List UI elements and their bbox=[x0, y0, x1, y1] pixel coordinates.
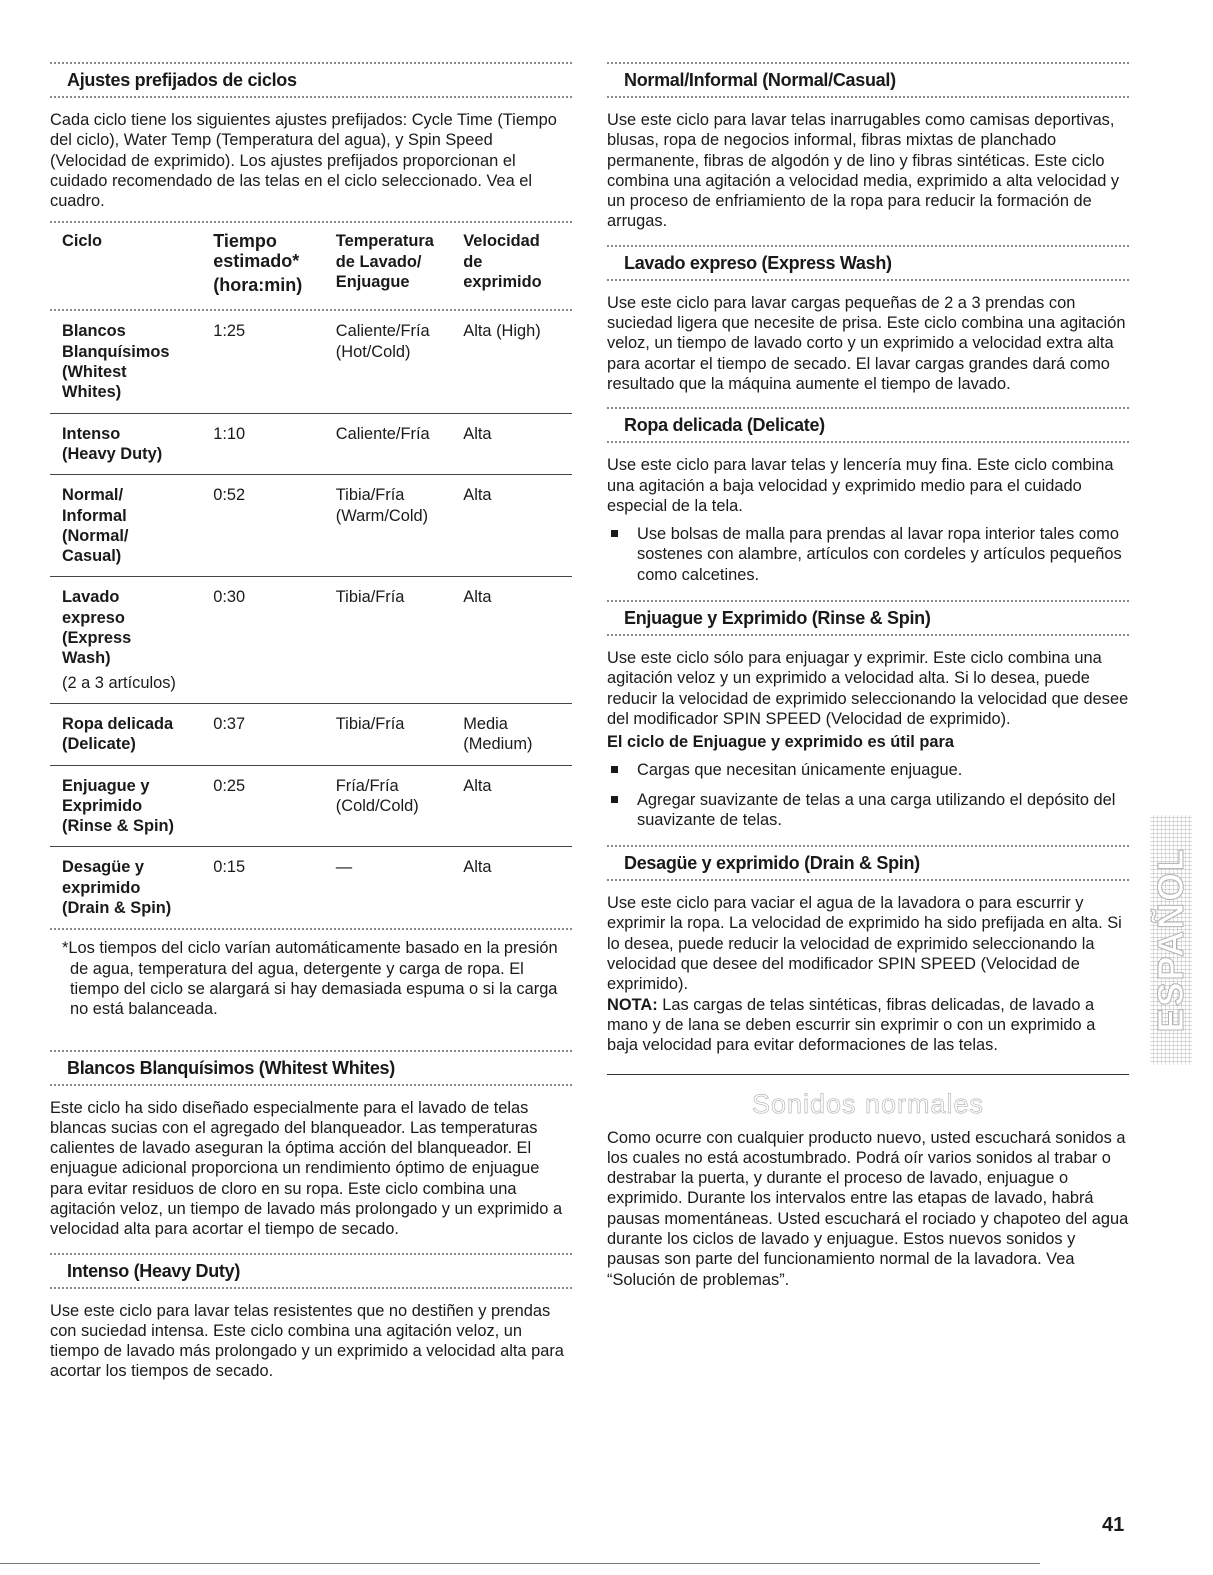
section-heading-rinse: Enjuague y Exprimido (Rinse & Spin) bbox=[624, 608, 931, 629]
list-item: Cargas que necesitan únicamente enjuague. bbox=[607, 760, 1129, 780]
dotted-rule bbox=[607, 879, 1129, 881]
dotted-rule bbox=[50, 96, 572, 98]
bullet-square-icon bbox=[611, 530, 618, 537]
cell-cycle: Ropa delicada (Delicate) bbox=[62, 714, 174, 754]
cell-temperature: Tibia/Fría (Warm/Cold) bbox=[335, 486, 429, 525]
dotted-rule bbox=[50, 1287, 572, 1289]
cell-cycle: Normal/ Informal (Normal/ Casual) bbox=[62, 486, 129, 566]
list-item: Use bolsas de malla para prendas al lavar ropa interior tales como sostenes con alambre, artículos con cordeles y artículos pequeños como calcetines. bbox=[607, 524, 1129, 585]
cell-spin-speed: Alta bbox=[463, 486, 492, 505]
cell-time: 0:25 bbox=[213, 776, 246, 795]
cell-cycle: Lavado expreso (Express Wash) (2 a 3 artículos) bbox=[62, 587, 213, 692]
header-spin-speed: Velocidad de exprimido bbox=[463, 232, 542, 292]
dotted-rule bbox=[50, 1084, 572, 1086]
rinse-body: Use este ciclo sólo para enjuagar y exprimir. Este ciclo combina una agitación veloz y un exprimido a velocidad alta. Si lo desea, puede reducir la velocidad de exprimido seleccionando la velocidad que desee del modificador SPIN SPEED (Velocidad de exprimido). bbox=[607, 649, 1129, 728]
section-heading-whitest: Blancos Blanquísimos (Whitest Whites) bbox=[67, 1057, 395, 1078]
cell-spin-speed: Media (Medium) bbox=[463, 714, 533, 754]
rinse-subheading: El ciclo de Enjuague y exprimido es útil para bbox=[607, 733, 955, 752]
delicate-body: Use este ciclo para lavar telas y lencería muy fina. Este ciclo combina una agitación a baja velocidad y exprimido medio para el cuidado especial de la tela. bbox=[607, 456, 1114, 515]
dotted-rule bbox=[607, 441, 1129, 443]
express-body: Use este ciclo para lavar cargas pequeñas de 2 a 3 prendas con suciedad ligera que necesite de prisa. Este ciclo combina una agitación veloz, un tiempo de lavado corto y un exprimido a velocidad extra alta para acortar el tiempo de secado. El lavar cargas grandes dará como resultado que la máquina aumente el tiempo de lavado. bbox=[607, 293, 1126, 393]
dotted-rule bbox=[607, 96, 1129, 98]
sounds-body: Como ocurre con cualquier producto nuevo, usted escuchará sonidos a los cuales no está acostumbrado. Podrá oír varios sonidos al trabar o destrabar la puerta, y durante el proceso de lavado, enjuague o exprimido. Durante los intervalos entre las etapas de lavado, habrá pausas momentáneas. Usted escuchará el rociado y chapoteo del agua durante los ciclos de lavado y enjuague. Estos nuevos sonidos y pausas son parte del funcionamiento normal de la lavadora. Vea “Solución de problemas”. bbox=[607, 1128, 1129, 1289]
cell-temperature: Fría/Fría (Cold/Cold) bbox=[335, 776, 419, 815]
note-label: NOTA: bbox=[607, 995, 658, 1014]
cell-spin-speed: Alta (High) bbox=[463, 322, 541, 341]
language-side-tab: ESPAÑOL bbox=[1150, 815, 1192, 1065]
table-footnote: *Los tiempos del ciclo varían automáticamente basado en la presión de agua, temperatura del agua, detergente y carga de ropa. El tiempo del ciclo se alargará si hay demasiada espuma o si la carga no está balanceada. bbox=[62, 939, 558, 1019]
cell-time: 0:37 bbox=[213, 714, 246, 733]
cell-temperature: — bbox=[335, 858, 353, 877]
cell-time: 0:52 bbox=[213, 486, 246, 505]
cell-cycle: Desagüe y exprimido (Drain & Spin) bbox=[62, 858, 172, 918]
cell-cycle: Intenso (Heavy Duty) bbox=[62, 424, 163, 463]
table-header bbox=[50, 223, 572, 303]
cell-spin-speed: Alta bbox=[463, 858, 492, 877]
cell-time: 1:10 bbox=[213, 424, 246, 443]
cell-cycle: Blancos Blanquísimos (Whitest Whites) bbox=[62, 322, 170, 402]
table-row bbox=[50, 474, 572, 576]
cell-temperature: Caliente/Fría bbox=[335, 424, 430, 443]
delicate-bullet-list bbox=[607, 524, 1129, 585]
section-heading-heavy: Intenso (Heavy Duty) bbox=[67, 1260, 241, 1281]
left-column bbox=[50, 62, 572, 1382]
bottom-rule bbox=[0, 1563, 1040, 1564]
header-temperature: Temperatura de Lavado/ Enjuague bbox=[335, 232, 434, 292]
right-column bbox=[607, 62, 1129, 1290]
cell-temperature: Tibia/Fría bbox=[335, 588, 405, 607]
header-time: Tiempo estimado* (hora:min) bbox=[213, 231, 303, 296]
dotted-rule bbox=[50, 928, 572, 930]
table-row bbox=[50, 311, 572, 412]
header-cycle: Ciclo bbox=[62, 232, 103, 251]
solid-rule bbox=[607, 1074, 1129, 1075]
note-text: Las cargas de telas sintéticas, fibras delicadas, de lavado a mano y de lana se deben escurrir sin exprimir o con un exprimido a baja velocidad para evitar deformaciones de las telas. bbox=[607, 995, 1096, 1055]
cell-cycle: Enjuague y Exprimido (Rinse & Spin) bbox=[62, 776, 175, 836]
drain-note bbox=[607, 995, 1129, 1056]
section-heading-delicate: Ropa delicada (Delicate) bbox=[624, 415, 825, 436]
cycle-presets-table bbox=[50, 221, 572, 930]
cell-spin-speed: Alta bbox=[463, 776, 492, 795]
whitest-body: Este ciclo ha sido diseñado especialmente para el lavado de telas blancas sucias con el agregado del blanqueador. Las temperaturas calientes de lavado aseguran la óptima acción del blanqueador. El enjuague adicional proporciona un rendimiento óptimo de enjuague para evitar residuos de cloro en su ropa. Este ciclo combina una agitación veloz, un tiempo de lavado más prolongado y un exprimido a velocidad alta para acortar el tiempo de secado. bbox=[50, 1098, 563, 1239]
table-row bbox=[50, 765, 572, 847]
sounds-title: Sonidos normales bbox=[751, 1088, 985, 1119]
normal-body: Use este ciclo para lavar telas inarrugables como camisas deportivas, blusas, ropa de negocios informal, fibras mixtas de planchado permanente, fibras de algodón y de lino y fibras sintéticas. Este ciclo combina una agitación a velocidad media, exprimido a alta velocidad y un proceso de enfriamiento de la ropa para reducir la formación de arrugas. bbox=[607, 111, 1120, 231]
cell-spin-speed: Alta bbox=[463, 588, 492, 607]
heavy-body: Use este ciclo para lavar telas resistentes que no destiñen y prendas con suciedad intensa. Este ciclo combina una agitación veloz, un tiempo de lavado más prolongado y un exprimido a velocidad alta para acortar los tiempos de secado. bbox=[50, 1301, 564, 1381]
drain-body: Use este ciclo para vaciar el agua de la lavadora o para escurrir y exprimir la ropa. La velocidad de exprimido ha sido prefijada en alta. Si lo desea, puede reducir la velocidad de exprimido seleccionando la velocidad que desee del modificador SPIN SPEED (Velocidad de exprimido). bbox=[607, 894, 1122, 994]
cell-time: 0:15 bbox=[213, 858, 246, 877]
cell-cycle-note: (2 a 3 artículos) bbox=[62, 673, 176, 692]
cell-time: 1:25 bbox=[213, 322, 246, 341]
list-item: Agregar suavizante de telas a una carga utilizando el depósito del suavizante de telas. bbox=[607, 790, 1129, 831]
dotted-rule bbox=[607, 279, 1129, 281]
presets-intro: Cada ciclo tiene los siguientes ajustes prefijados: Cycle Time (Tiempo del ciclo), Water Temp (Temperatura del agua), y Spin Speed (Velocidad de exprimido). Los ajustes prefijados proporcionan el cuidado recomendado de las telas en el ciclo seleccionado. Vea el cuadro. bbox=[50, 111, 557, 211]
table-row bbox=[50, 703, 572, 765]
table-row bbox=[50, 846, 572, 928]
rinse-bullet-list bbox=[607, 760, 1129, 830]
cell-time: 0:30 bbox=[213, 588, 246, 607]
page-number: 41 bbox=[1102, 1514, 1125, 1536]
section-heading-presets: Ajustes prefijados de ciclos bbox=[67, 70, 297, 90]
section-heading-normal: Normal/Informal (Normal/Casual) bbox=[624, 70, 896, 90]
cell-temperature: Tibia/Fría bbox=[335, 714, 405, 733]
section-heading-express: Lavado expreso (Express Wash) bbox=[624, 252, 892, 273]
table-body bbox=[50, 311, 572, 928]
table-row bbox=[50, 576, 572, 702]
cell-temperature: Caliente/Fría (Hot/Cold) bbox=[335, 322, 430, 361]
dotted-rule bbox=[607, 634, 1129, 636]
table-row bbox=[50, 413, 572, 475]
bullet-square-icon bbox=[611, 766, 618, 773]
bullet-square-icon bbox=[611, 796, 618, 803]
cell-spin-speed: Alta bbox=[463, 424, 492, 443]
section-heading-drain: Desagüe y exprimido (Drain & Spin) bbox=[624, 853, 920, 874]
